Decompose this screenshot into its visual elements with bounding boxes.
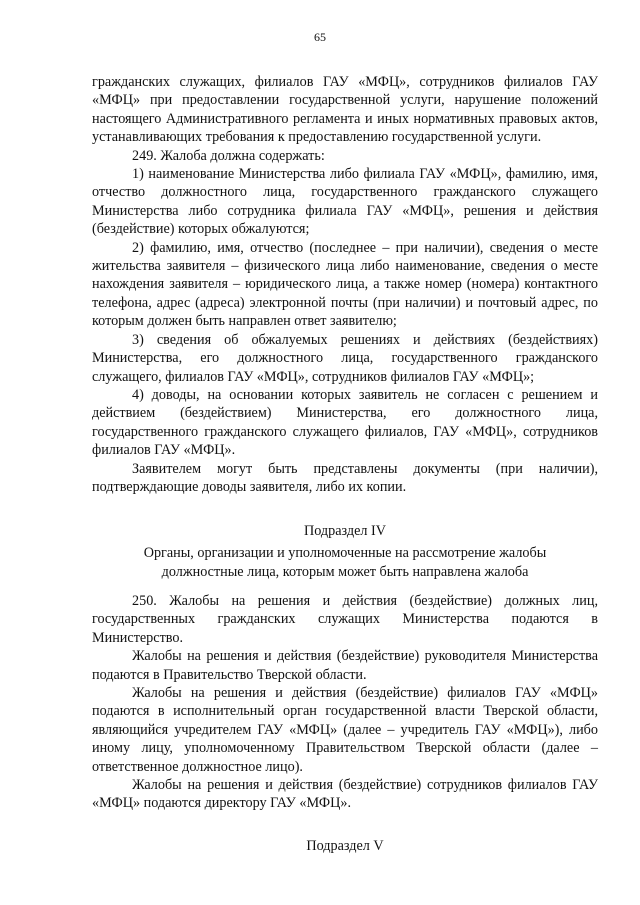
paragraph: 1) наименование Министерства либо филиала ГАУ «МФЦ», фамилию, имя, отчество должностного лица, государственного гражданского служащего Министерства либо сотрудника филиала ГАУ «МФЦ», решения и действия (бездействие) которых обжалуются; xyxy=(92,166,598,238)
paragraph: Жалобы на решения и действия (бездействие) руководителя Министерства подаются в Правительство Тверской области. xyxy=(92,648,598,683)
subsection-label: Подраздел V xyxy=(306,838,384,854)
paragraph: 250. Жалобы на решения и действия (бездействие) должных лиц, государственных гражданских служащих Министерства подаются в Министерство. xyxy=(92,593,598,646)
paragraph: 3) сведения об обжалуемых решениях и действиях (бездействиях) Министерства, его должностного лица, государственного гражданского служащего, филиалов ГАУ «МФЦ», сотрудников филиалов ГАУ «МФЦ»; xyxy=(92,331,598,385)
subsection-label: Подраздел IV xyxy=(303,523,386,539)
paragraph: Жалобы на решения и действия (бездействие) филиалов ГАУ «МФЦ» подаются в исполнительный орган государственной власти Тверской области, являющийся учредителем ГАУ «МФЦ» (далее – учредитель ГАУ «МФЦ»), либо иному лицу, уполномоченному Правительством Тверской области (далее – ответственное должностное лицо). xyxy=(92,685,598,775)
subsection-5-heading xyxy=(92,837,598,855)
paragraph: гражданских служащих, филиалов ГАУ «МФЦ», сотрудников филиалов ГАУ «МФЦ» при предоставлении государственной услуги, нарушение положений настоящего Административного регламента и иных нормативных правовых актов, устанавливающих требования к предоставлению государственной услуги. xyxy=(92,74,598,146)
paragraph: 4) доводы, на основании которых заявитель не согласен с решением и действием (бездействием) Министерства, его должностного лица, государственного гражданского служащего филиалов, ГАУ «МФЦ», сотрудников филиалов ГАУ «МФЦ». xyxy=(92,386,598,459)
complaint-content-section xyxy=(92,73,598,496)
paragraph: Заявителем могут быть представлены документы (при наличии), подтверждающие доводы заявителя, либо их копии. xyxy=(92,460,598,495)
subsection-title-line: Органы, организации и уполномоченные на рассмотрение жалобы xyxy=(143,545,547,562)
complaint-recipients-section xyxy=(92,592,598,813)
paragraph: 2) фамилию, имя, отчество (последнее – при наличии), сведения о месте жительства заявителя – физического лица либо наименование, сведения о месте нахождения заявителя – юридического лица, а также номер (номера) контактного телефона, адрес (адреса) электронной почты (при наличии) и почтовый адрес, по которым должен быть направлен ответ заявителю; xyxy=(92,239,598,330)
subsection-title-line: должностные лица, которым может быть направлена жалоба xyxy=(161,563,529,580)
subsection-4-heading xyxy=(92,522,598,581)
page-number: 65 xyxy=(314,30,326,44)
paragraph: 249. Жалоба должна содержать: xyxy=(132,147,325,164)
paragraph: Жалобы на решения и действия (бездействие) сотрудников филиалов ГАУ «МФЦ» подаются директору ГАУ «МФЦ». xyxy=(92,777,598,812)
